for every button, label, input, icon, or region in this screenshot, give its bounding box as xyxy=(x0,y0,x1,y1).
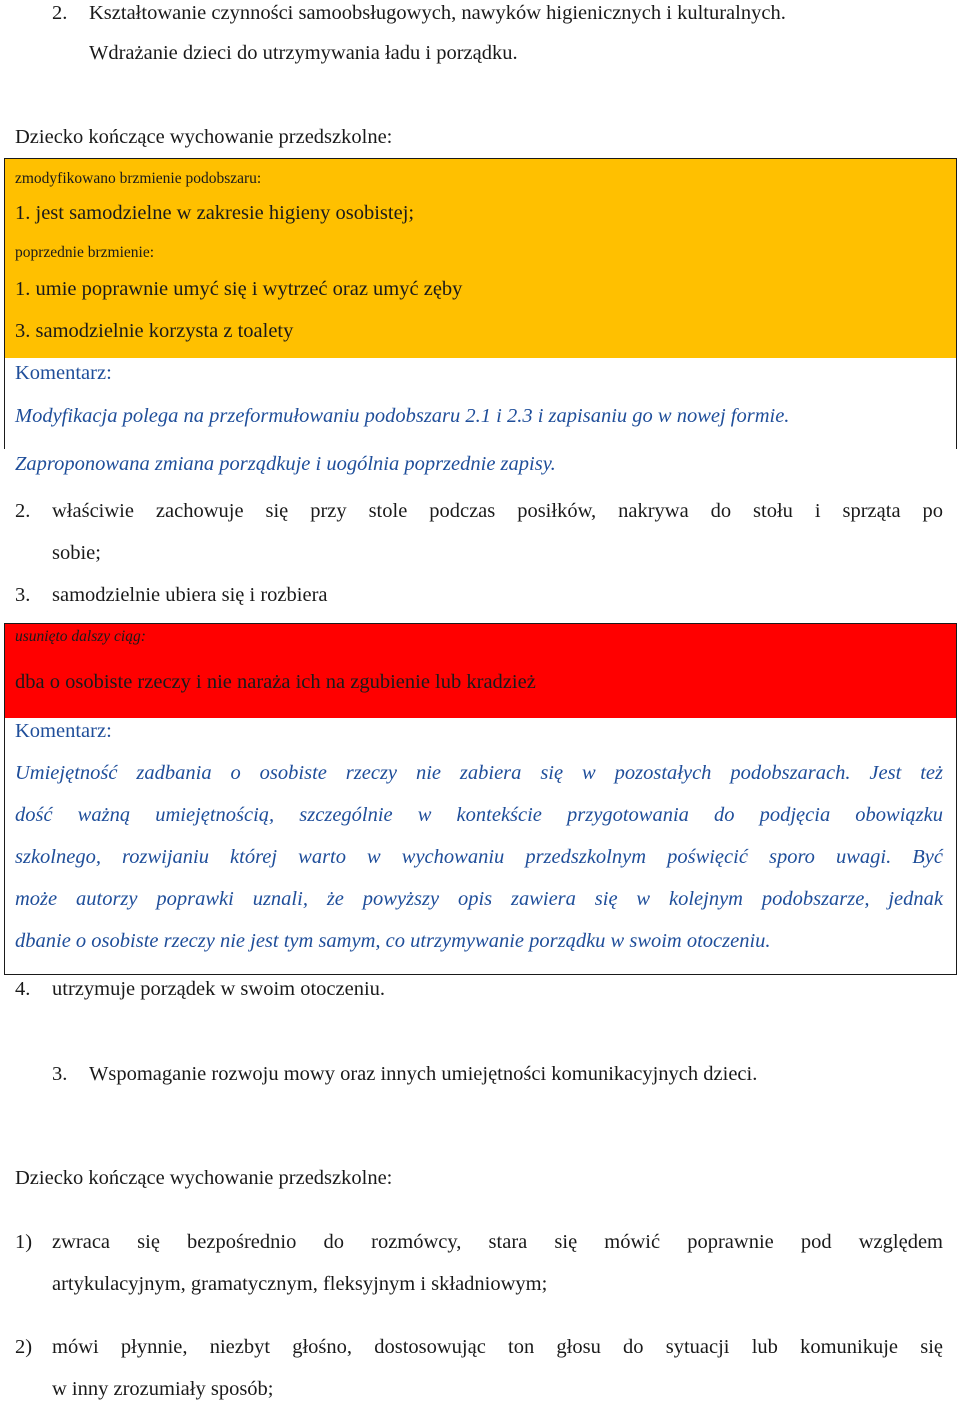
list-item-text: samodzielnie ubiera się i rozbiera xyxy=(52,584,328,606)
list-item-text: mówi płynnie, niezbyt głośno, dostosowując ton głosu do sytuacji lub komunikuje się xyxy=(52,1336,943,1358)
list-item-text: artykulacyjnym, gramatycznym, fleksyjnym i składniowym; xyxy=(52,1273,548,1295)
intro-text: Dziecko kończące wychowanie przedszkolne: xyxy=(15,126,393,148)
comment-line: Modyfikacja polega na przeformułowaniu podobszaru 2.1 i 2.3 i zapisaniu go w nowej formie. xyxy=(15,405,790,427)
list-number: 1) xyxy=(15,1231,33,1253)
list-number: 3. xyxy=(15,584,31,606)
old-item-3: 3. samodzielnie korzysta z toalety xyxy=(15,320,294,342)
label-previous: poprzednie brzmienie: xyxy=(15,244,155,261)
comment-label: Komentarz: xyxy=(15,720,112,742)
list-number: 4. xyxy=(15,978,31,1000)
old-item-1: 1. umie poprawnie umyć się i wytrzeć oraz umyć zęby xyxy=(15,278,463,300)
section-number: 2. xyxy=(52,2,68,24)
section-number: 3. xyxy=(52,1063,68,1085)
comment-line: dbanie o osobiste rzeczy nie jest tym samym, co utrzymywanie porządku w swoim otoczeniu. xyxy=(15,930,771,952)
section-title-line1: Kształtowanie czynności samoobsługowych, nawyków higienicznych i kulturalnych. xyxy=(89,2,786,24)
list-item-text: utrzymuje porządek w swoim otoczeniu. xyxy=(52,978,386,1000)
list-number: 2) xyxy=(15,1336,33,1358)
list-item-text: zwraca się bezpośrednio do rozmówcy, stara się mówić poprawnie pod względem xyxy=(52,1231,943,1253)
comment-line: Umiejętność zadbania o osobiste rzeczy nie zabiera się w pozostałych podobszarach. Jest też xyxy=(15,762,943,784)
new-item: 1. jest samodzielne w zakresie higieny osobistej; xyxy=(15,202,415,224)
intro-text: Dziecko kończące wychowanie przedszkolne: xyxy=(15,1167,393,1189)
list-item-text: sobie; xyxy=(52,542,101,564)
label-modified: zmodyfikowano brzmienie podobszaru: xyxy=(15,170,262,187)
section-title-line2: Wdrażanie dzieci do utrzymywania ładu i porządku. xyxy=(89,42,518,64)
list-item-text: w inny zrozumiały sposób; xyxy=(52,1378,274,1400)
label-removed: usunięto dalszy ciąg: xyxy=(15,628,146,645)
list-number: 2. xyxy=(15,500,31,522)
comment-label: Komentarz: xyxy=(15,362,112,384)
removed-text: dba o osobiste rzeczy i nie naraża ich na zgubienie lub kradzież xyxy=(15,671,536,693)
list-item-text: właściwie zachowuje się przy stole podczas posiłków, nakrywa do stołu i sprząta po xyxy=(52,500,943,522)
section-title: Wspomaganie rozwoju mowy oraz innych umiejętności komunikacyjnych dzieci. xyxy=(89,1063,758,1085)
comment-line: dość ważną umiejętnością, szczególnie w kontekście przygotowania do podjęcia obowiązku xyxy=(15,804,943,826)
comment-line: może autorzy poprawki uznali, że powyższy opis zawiera się w kolejnym podobszarze, jednak xyxy=(15,888,943,910)
comment-line: Zaproponowana zmiana porządkuje i uogólnia poprzednie zapisy. xyxy=(15,453,556,475)
comment-line: szkolnego, rozwijaniu której warto w wychowaniu przedszkolnym poświęcić sporo uwagi. Być xyxy=(15,846,943,868)
